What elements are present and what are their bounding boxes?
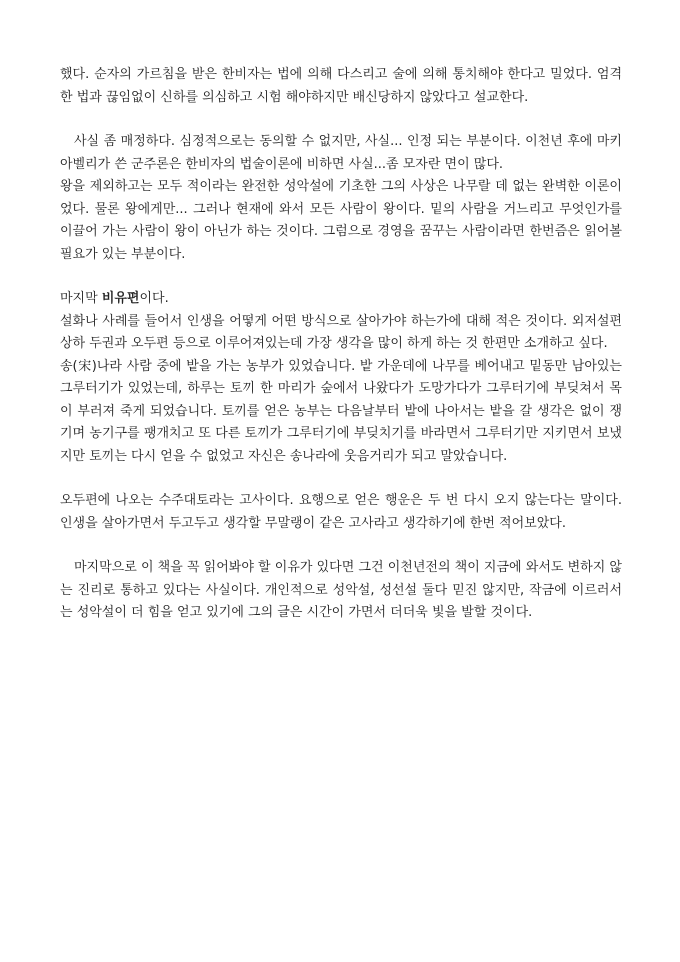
last-chapter-prefix: 마지막 [60,291,102,306]
paragraph-sujudaeto: 오두편에 나오는 수주대토라는 고사이다. 요행으로 얻은 행운은 두 번 다시 오지 않는다는 말이다. 인생을 살아가면서 두고두고 생각할 무말랭이 같은 고사라고 생각하기에 한번 적어보았다. [60,493,622,531]
paragraph-conclusion: 마지막으로 이 책을 꼭 읽어봐야 할 이유가 있다면 그건 이천년전의 책이 지금에 와서도 변하지 않는 진리로 통하고 있다는 사실이다. 개인적으로 성악설, 성선설 둘다 믿진 않지만, 작금에 이르러서는 성악설이 더 힘을 얻고 있기에 그의 글은 시간이 가면서 더더욱 빛을 발할 것이다. [60,560,622,620]
paragraph-last-chapter [60,288,622,311]
last-chapter-suffix: 이다. [139,291,169,306]
paragraph-cold-opinion: 사실 좀 매정하다. 심정적으로는 동의할 수 없지만, 사실... 인정 되는 부분이다. 이천년 후에 마키아벨리가 쓴 군주론은 한비자의 법술이론에 비하면 사실...좀 모자란 면이 많다. [60,134,622,172]
paragraph-chapter-description: 설화나 사례를 들어서 인생을 어떻게 어떤 방식으로 살아가야 하는가에 대해 적은 것이다. 외저설편 상하 두권과 오두편 등으로 이루어져있는데 가장 생각을 많이 하게 하는 것 한편만 소개하고 싶다. [60,313,622,351]
paragraph-spacer [60,266,622,288]
paragraph-hanbija-teaching: 했다. 순자의 가르침을 받은 한비자는 법에 의해 다스리고 술에 의해 통치해야 한다고 밀었다. 엄격한 법과 끊임없이 신하를 의심하고 시험 해야하지만 배신당하지 않았다고 설교한다. [60,67,622,105]
paragraph-farmer-story: 송(宋)나라 사람 중에 밭을 가는 농부가 있었습니다. 밭 가운데에 나무를 베어내고 밑동만 남아있는 그루터기가 있었는데, 하루는 토끼 한 마리가 숲에서 나왔다가 도망가다가 그루터기에 부딪쳐서 목이 부러져 죽게 되었습니다. 토끼를 얻은 농부는 다음날부터 밭에 나아서는 밭을 갈 생각은 없이 쟁기며 농기구를 팽개치고 또 다른 토끼가 그루터기에 부딪치기를 바라면서 그루터기만 지키면서 보냈지만 토끼는 다시 얻을 수 없었고 자신은 송나라에 웃음거리가 되고 말았습니다. [60,358,622,464]
document-body [60,64,622,625]
paragraph-spacer [60,109,622,131]
paragraph-evil-nature-theory: 왕을 제외하고는 모두 적이라는 완전한 성악설에 기초한 그의 사상은 나무랄 데 없는 완벽한 이론이었다. 물론 왕에게만... 그러나 현재에 와서 모든 사람이 왕이다. 밑의 사람을 거느리고 무엇인가를 이끌어 가는 사람이 왕이 아닌가 하는 것이다. 그럼으로 경영을 꿈꾸는 사람이라면 한번즘은 읽어볼 필요가 있는 부분이다. [60,179,622,262]
paragraph-spacer [60,535,622,557]
paragraph-spacer [60,468,622,490]
chapter-name-bold: 비유편 [101,291,140,306]
